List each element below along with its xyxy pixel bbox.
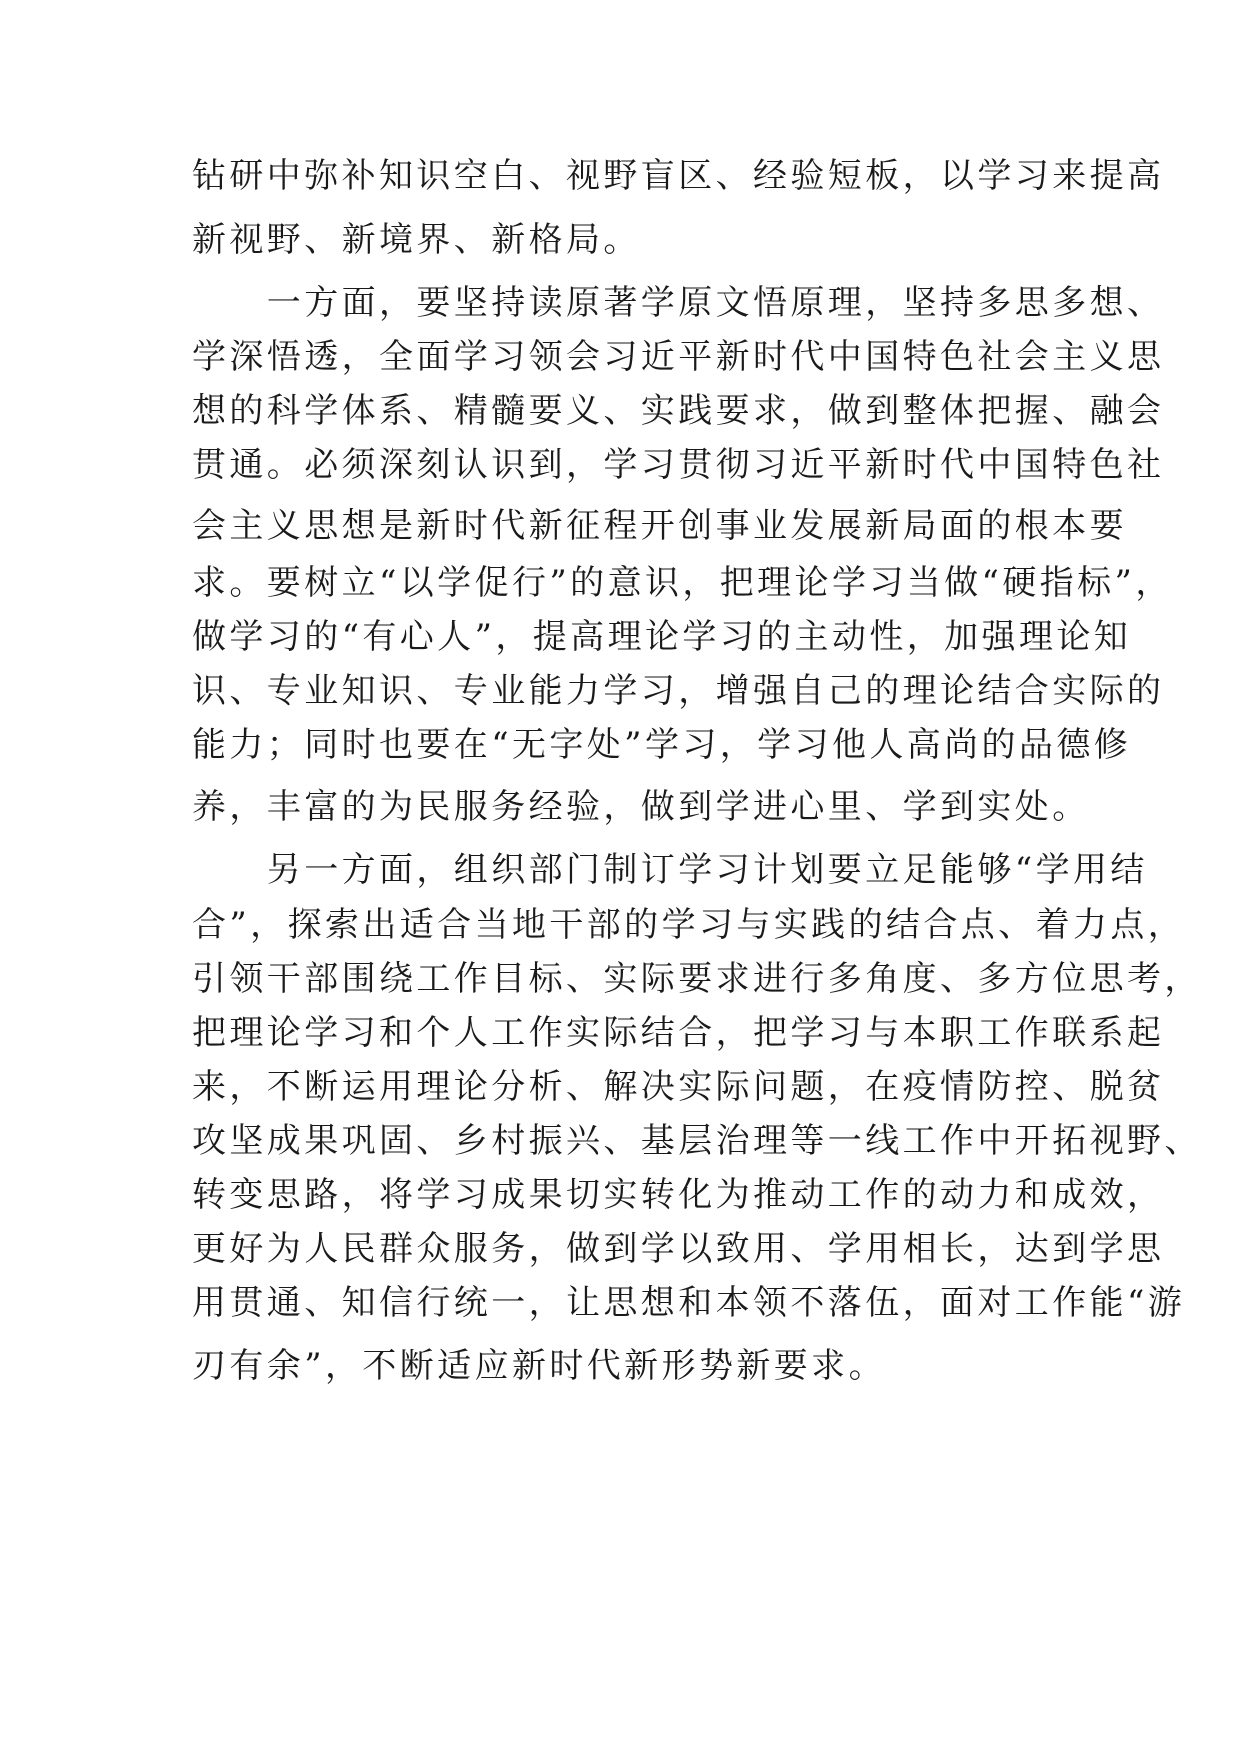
text-line: 合”，探索出适合当地干部的学习与实践的结合点、着力点， xyxy=(192,905,1186,945)
text-line: 会主义思想是新时代新征程开创事业发展新局面的根本要 xyxy=(192,506,1127,546)
text-line: 能力；同时也要在“无字处”学习，学习他人高尚的品德修 xyxy=(192,725,1132,765)
text-line: 另一方面，组织部门制订学习计划要立足能够“学用结 xyxy=(192,850,1148,890)
text-line: 养，丰富的为民服务经验，做到学进心里、学到实处。 xyxy=(192,787,1090,827)
text-line: 来，不断运用理论分析、解决实际问题，在疫情防控、脱贫 xyxy=(192,1067,1165,1107)
text-line: 钻研中弥补知识空白、视野盲区、经验短板，以学习来提高 xyxy=(192,156,1165,196)
text-line: 贯通。必须深刻认识到，学习贯彻习近平新时代中国特色社 xyxy=(192,445,1165,485)
text-line: 更好为人民群众服务，做到学以致用、学用相长，达到学思 xyxy=(192,1229,1165,1269)
text-line: 把理论学习和个人工作实际结合，把学习与本职工作联系起 xyxy=(192,1013,1165,1053)
text-line: 想的科学体系、精髓要义、实践要求，做到整体把握、融会 xyxy=(192,391,1165,431)
text-line: 引领干部围绕工作目标、实际要求进行多角度、多方位思考， xyxy=(192,959,1202,999)
text-line: 转变思路，将学习成果切实转化为推动工作的动力和成效， xyxy=(192,1175,1165,1215)
text-line: 求。要树立“以学促行”的意识，把理论学习当做“硬指标”， xyxy=(192,563,1173,603)
text-line: 学深悟透，全面学习领会习近平新时代中国特色社会主义思 xyxy=(192,337,1165,377)
text-line: 识、专业知识、专业能力学习，增强自己的理论结合实际的 xyxy=(192,671,1165,711)
text-line: 攻坚成果巩固、乡村振兴、基层治理等一线工作中开拓视野、 xyxy=(192,1121,1202,1161)
text-line: 新视野、新境界、新格局。 xyxy=(192,220,641,260)
text-line: 用贯通、知信行统一，让思想和本领不落伍，面对工作能“游 xyxy=(192,1283,1186,1323)
text-line: 一方面，要坚持读原著学原文悟原理，坚持多思多想、 xyxy=(192,283,1165,323)
text-line: 做学习的“有心人”，提高理论学习的主动性，加强理论知 xyxy=(192,617,1132,657)
text-line: 刃有余”，不断适应新时代新形势新要求。 xyxy=(192,1346,886,1386)
